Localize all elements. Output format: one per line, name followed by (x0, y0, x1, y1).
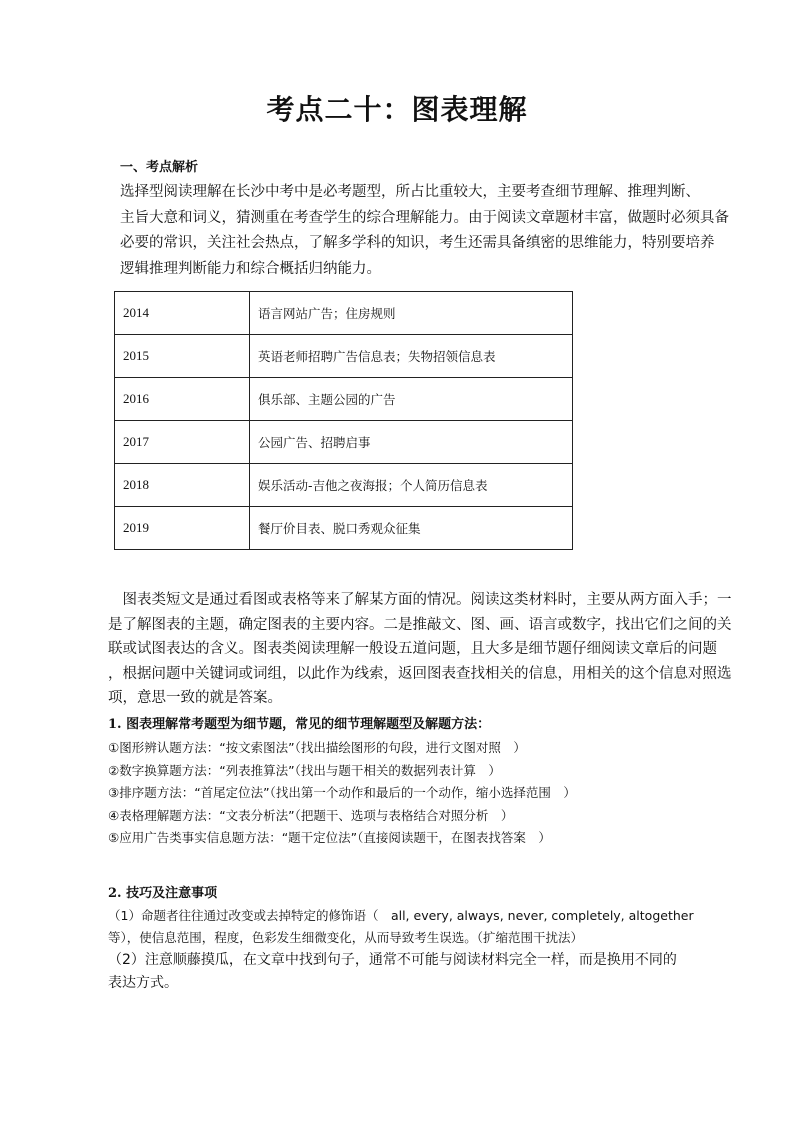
section-heading-tips: 2. 技巧及注意事项 (108, 886, 218, 901)
exam-topics-table (114, 291, 573, 550)
intro-paragraph (120, 180, 729, 282)
year-cell: 2014 (115, 292, 250, 335)
table-row (115, 464, 573, 507)
topic-cell: 娱乐活动-吉他之夜海报；个人简历信息表 (250, 464, 573, 507)
method-item: ③排序题方法：“首尾定位法”（找出第一个动作和最后的一个动作，缩小选择范围 ） (108, 785, 576, 800)
method-item: ⑤应用广告类事实信息题方法：“题干定位法”（直接阅读题干，在图表找答案 ） (108, 830, 551, 845)
section-heading-analysis: 一、考点解析 (120, 160, 199, 175)
intro-line: 选择型阅读理解在长沙中考中是必考题型，所占比重较大，主要考查细节理解、推理判断、 (120, 184, 700, 200)
topic-cell: 公园广告、招聘启事 (250, 421, 573, 464)
paragraph-line: 联或试图表达的含义。图表类阅读理解一般设五道问题，且大多是细节题仔细阅读文章后的问题 (108, 641, 717, 657)
tip-line: （2）注意顺藤摸瓜，在文章中找到句子，通常不可能与阅读材料完全一样，而是换用不同的 (108, 952, 677, 968)
tip-line: （1）命题者往往通过改变或去掉特定的修饰语（ all, every, always, never, completely, altogether (108, 908, 694, 923)
topic-cell: 俱乐部、主题公园的广告 (250, 378, 573, 421)
table-row (115, 292, 573, 335)
topic-cell: 语言网站广告；住房规则 (250, 292, 573, 335)
paragraph-line: 图表类短文是通过看图或表格等来了解某方面的情况。阅读这类材料时，主要从两方面入手；一 (108, 592, 732, 608)
tip-line: 表达方式。 (108, 975, 178, 991)
tip-line: 等），使信息范围，程度，色彩发生细微变化，从而导致考生误选。（扩缩范围干扰法） (108, 930, 584, 945)
intro-line: 主旨大意和词义，猜测重在考查学生的综合理解能力。由于阅读文章题材丰富，做题时必须具备 (120, 209, 729, 226)
page-title: 考点二十：图表理解 (266, 93, 528, 126)
year-cell: 2017 (115, 421, 250, 464)
chart-reading-paragraph (108, 588, 732, 711)
year-cell: 2019 (115, 507, 250, 550)
method-item: ②数字换算题方法：“列表推算法”（找出与题干相关的数据列表计算 ） (108, 762, 501, 778)
section-heading-question-types: 1. 图表理解常考题型为细节题，常见的细节理解题型及解题方法： (108, 717, 491, 732)
year-cell: 2016 (115, 378, 250, 421)
method-item: ①图形辨认题方法：“按文索图法”（找出描绘图形的句段，进行文图对照 ） (108, 740, 526, 755)
intro-line: 必要的常识，关注社会热点，了解多学科的知识，考生还需具备缜密的思维能力，特别要培养 (120, 235, 715, 251)
tips-list (108, 905, 694, 995)
topic-cell: 餐厅价目表、脱口秀观众征集 (250, 507, 573, 550)
table-row (115, 378, 573, 421)
topic-cell: 英语老师招聘广告信息表；失物招领信息表 (250, 335, 573, 378)
intro-line: 逻辑推理判断能力和综合概括归纳能力。 (120, 260, 381, 277)
method-item: ④表格理解题方法：“文表分析法”（把题干、选项与表格结合对照分析 ） (108, 807, 514, 823)
table-row (115, 335, 573, 378)
year-cell: 2018 (115, 464, 250, 507)
paragraph-line: ，根据问题中关键词或词组，以此作为线索，返回图表查找相关的信息，用相关的这个信息对照选 (108, 665, 732, 682)
year-cell: 2015 (115, 335, 250, 378)
method-list (108, 737, 576, 850)
table-row (115, 507, 573, 550)
paragraph-line: 是了解图表的主题，确定图表的主要内容。二是推敲文、图、画、语言或数字，找出它们之间的关 (108, 616, 732, 633)
table-row (115, 421, 573, 464)
paragraph-line: 项，意思一致的就是答案。 (108, 690, 282, 706)
